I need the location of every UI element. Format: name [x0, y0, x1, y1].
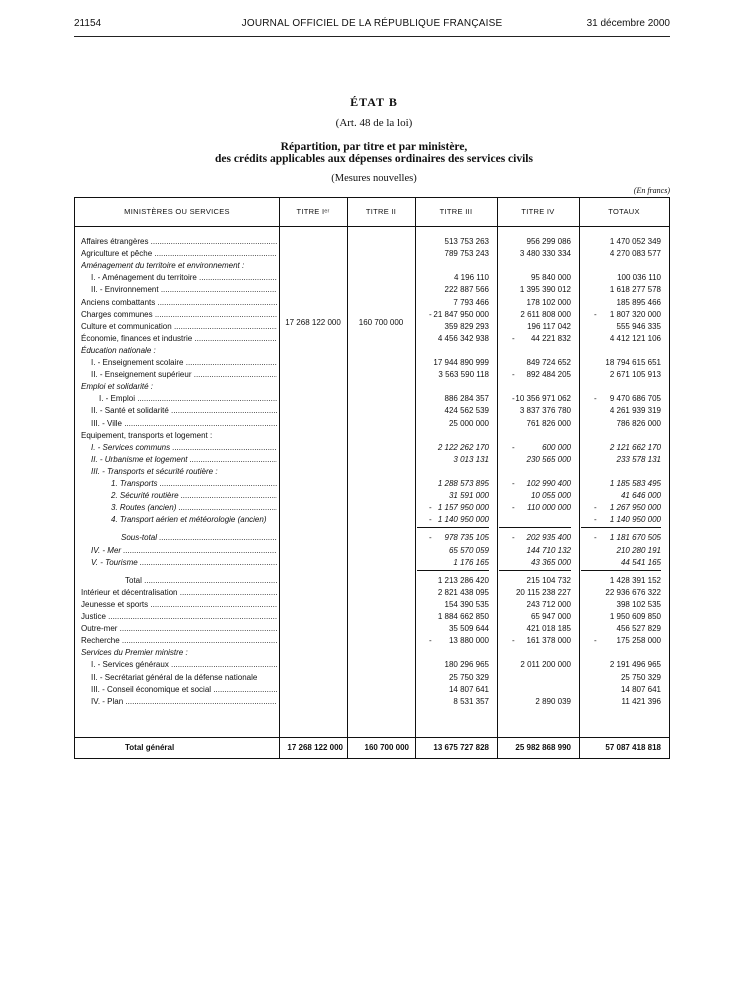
cell-t3: 7 793 466 [453, 297, 489, 307]
table-row [75, 575, 669, 587]
cell-t4: 956 299 086 [526, 237, 571, 246]
table-row [75, 454, 669, 466]
row-label [81, 599, 277, 611]
cell-t4: 243 712 000 [526, 599, 571, 609]
journal-title: JOURNAL OFFICIEL DE LA RÉPUBLIQUE FRANÇAISE [241, 18, 503, 29]
cell-t4: 849 724 652 [526, 358, 571, 367]
cell-t3: 65 570 059 [448, 545, 489, 555]
cell-tot: 175 258 000 [616, 636, 661, 646]
column-header-ministeres: MINISTÈRES OU SERVICES [124, 207, 230, 216]
cell-t3: 3 563 590 118 [438, 370, 489, 380]
minus-sign: - [594, 636, 597, 646]
minus-sign: - [429, 503, 432, 513]
cell-t4: 110 000 000 [527, 503, 571, 513]
header-rule [74, 36, 670, 37]
table-row [75, 393, 669, 405]
row-label-text: Anciens combattants [81, 297, 156, 307]
cell-t3: 1 884 662 850 [437, 612, 489, 621]
subtotal-rule [499, 527, 571, 528]
cell-t4: 600 000 [542, 442, 571, 452]
cell-t4: 2 890 039 [535, 696, 571, 706]
row-label-text: Jeunesse et sports [81, 599, 149, 609]
row-label [81, 309, 277, 321]
cell-t3: 1 176 165 [453, 557, 489, 567]
cell-t3: 17 944 890 999 [433, 358, 489, 367]
subtitle-line-2: des crédits applicables aux dépenses ordinaires des services civils [215, 153, 533, 165]
table-row [75, 635, 669, 647]
cell-tot: 4 270 083 577 [609, 249, 661, 259]
cell-t4: 3 480 330 334 [519, 249, 571, 259]
cell-t4: 95 840 000 [530, 273, 571, 283]
row-label-text: Outre-mer [81, 624, 118, 634]
minus-sign: - [512, 442, 515, 452]
row-label-text: I. - Services généraux [91, 660, 169, 670]
cell-t3: 1 157 950 000 [437, 503, 489, 513]
row-label-text: Culture et communication [81, 321, 172, 331]
minus-sign: - [429, 515, 432, 525]
cell-t4: 10 356 971 062 [515, 394, 571, 404]
column-header-totaux: TOTAUX [608, 207, 640, 216]
cell-t3: 13 880 000 [448, 636, 489, 646]
row-label [81, 490, 277, 502]
cell-tot: 1 185 583 495 [609, 479, 661, 488]
cell-t4: 196 117 042 [527, 321, 571, 331]
row-label [81, 369, 277, 381]
cell-tot: 1 267 950 000 [609, 503, 661, 513]
row-label-text: Affaires étrangères [81, 237, 149, 246]
row-label-text: II. - Santé et solidarité [91, 406, 169, 416]
table-row [75, 442, 669, 454]
table-row [75, 659, 669, 671]
minus-sign: - [594, 309, 597, 319]
row-label [81, 545, 277, 557]
row-label [81, 272, 277, 284]
row-label-text: Intérieur et décentralisation [81, 587, 178, 597]
row-label [81, 393, 277, 405]
table-row [75, 430, 669, 442]
row-label-text: I. - Services communs [91, 442, 171, 452]
row-label [81, 672, 277, 684]
row-label-text: 4. Transport aérien et météorologie (ancien) [111, 515, 267, 525]
minus-sign: - [512, 394, 515, 404]
row-label [81, 478, 277, 490]
cell-t4: 421 018 185 [526, 624, 571, 634]
row-label [81, 236, 277, 248]
row-label-text: V. - Tourisme [91, 557, 138, 567]
row-label [81, 345, 277, 357]
cell-t3: 2 122 262 170 [437, 442, 489, 452]
cell-t3: 978 735 105 [444, 533, 489, 543]
table-row [75, 502, 669, 514]
row-label-text: IV. - Plan [91, 696, 124, 706]
cell-tot: 1 950 609 850 [609, 612, 661, 621]
cell-t3: 222 887 566 [444, 285, 489, 295]
minus-sign: - [594, 515, 597, 525]
table-row [75, 684, 669, 696]
minus-sign: - [512, 636, 515, 646]
document-title: ÉTAT B [350, 95, 398, 109]
cell-tot: 210 280 191 [616, 545, 661, 555]
cell-t3: 180 296 965 [444, 660, 489, 670]
cell-t4: 230 565 000 [526, 454, 571, 464]
cell-t3: 886 284 357 [444, 394, 489, 404]
row-label [81, 405, 277, 417]
minus-sign: - [512, 503, 515, 513]
row-label [81, 611, 277, 623]
row-label [81, 623, 277, 635]
table-row [75, 260, 669, 272]
cell-tot: 1 140 950 000 [609, 515, 661, 525]
row-label-text: Économie, finances et industrie [81, 333, 193, 343]
cell-tot: 41 646 000 [620, 491, 661, 501]
subtotal-rule [417, 527, 489, 528]
table-row [75, 611, 669, 623]
cell-tot: 233 578 131 [616, 454, 661, 464]
page-header [74, 18, 670, 34]
table-row [75, 587, 669, 599]
cell-t4: 43 365 000 [530, 557, 571, 567]
minus-sign: - [594, 394, 597, 404]
table-row [75, 672, 669, 684]
cell-tot: 1 807 320 000 [609, 309, 661, 319]
subtotal-rule [499, 570, 571, 571]
cell-t3: 1 140 950 000 [437, 515, 489, 525]
cell-t4: 102 990 400 [526, 479, 571, 488]
cell-t3: 513 753 263 [444, 237, 489, 246]
cell-t4: 161 378 000 [526, 636, 571, 646]
cell-tot: 2 121 662 170 [609, 442, 661, 452]
table-row [75, 369, 669, 381]
minus-sign: - [512, 370, 515, 380]
table-row [75, 321, 669, 333]
table-row [75, 466, 669, 478]
subtitle-line-1: Répartition, par titre et par ministère, [280, 141, 468, 153]
cell-t3: 1 213 286 420 [437, 575, 489, 585]
minus-sign: - [594, 503, 597, 513]
column-header-titre-4: TITRE IV [521, 207, 555, 216]
row-label [81, 442, 277, 454]
cell-tot: 398 102 535 [616, 599, 661, 609]
row-label-text: Total [125, 575, 142, 585]
cell-tot: 1 618 277 578 [609, 285, 661, 295]
table-row [75, 532, 669, 544]
cell-tot: 1 428 391 152 [609, 575, 661, 585]
table-row [75, 236, 669, 248]
row-label [81, 284, 277, 296]
row-label [81, 260, 277, 272]
table-row [75, 381, 669, 393]
cell-t4: 44 221 832 [530, 333, 571, 343]
minus-sign: - [512, 533, 515, 543]
cell-t3: 359 829 293 [444, 321, 489, 331]
cell-tot: 4 261 939 319 [609, 406, 661, 416]
minus-sign: - [429, 533, 432, 543]
header-divider [75, 226, 669, 227]
column-header-titre-3: TITRE III [439, 207, 473, 216]
row-label-text: IV. - Mer [91, 545, 122, 555]
row-label-text: 1. Transports [111, 479, 158, 488]
cell-tot: 100 036 110 [617, 273, 661, 283]
cell-t4: 202 935 400 [526, 533, 571, 543]
cell-t4: 1 395 390 012 [519, 285, 571, 295]
row-label-text: Aménagement du territoire et environnement : [81, 261, 245, 271]
subtotal-rule [581, 527, 661, 528]
row-label [81, 454, 277, 466]
subtotal-rule [417, 570, 489, 571]
column-header-titre-2: TITRE II [365, 207, 397, 216]
cell-tot: 2 191 496 965 [609, 660, 661, 670]
cell-t4: 10 055 000 [530, 491, 571, 501]
cell-t3: 4 456 342 938 [437, 333, 489, 343]
table-row [75, 696, 669, 708]
table-row [75, 297, 669, 309]
row-label-text: II. - Enseignement supérieur [91, 370, 192, 380]
cell-t4: 2 011 200 000 [520, 660, 571, 670]
row-label [81, 647, 277, 659]
table-row [75, 333, 669, 345]
row-label-text: Equipement, transports et logement : [81, 430, 213, 440]
table-row [75, 599, 669, 611]
table-row [75, 405, 669, 417]
publication-date: 31 décembre 2000 [586, 18, 670, 29]
row-label [81, 502, 277, 514]
minus-sign: - [512, 333, 515, 343]
total-titre-1: 17 268 122 000 [287, 743, 343, 752]
row-label [81, 248, 277, 260]
cell-tot: 25 750 329 [620, 672, 661, 682]
cell-tot: 44 541 165 [620, 557, 661, 567]
cell-t3: 1 288 573 895 [437, 479, 489, 488]
cell-t3: 14 807 641 [448, 684, 489, 694]
total-row [75, 738, 669, 758]
row-label [81, 357, 277, 369]
row-label-text: II. - Environnement [91, 285, 159, 295]
unit-note: (En francs) [633, 186, 670, 195]
table-row [75, 309, 669, 321]
row-label-text: Services du Premier ministre : [81, 648, 188, 658]
cell-tot: 18 794 615 651 [605, 358, 661, 367]
subtotal-rule [581, 570, 661, 571]
cell-tot: 4 412 121 106 [609, 333, 661, 343]
row-label-text: 2. Sécurité routière [111, 491, 179, 501]
row-label-text: Justice [81, 612, 106, 621]
cell-t4: 3 837 376 780 [519, 406, 571, 416]
cell-t4: 761 826 000 [526, 418, 571, 428]
cell-t3: 2 821 438 095 [437, 587, 489, 597]
cell-tot: 11 421 396 [621, 696, 661, 706]
credits-table [74, 197, 670, 759]
cell-t3: 424 562 539 [444, 406, 489, 416]
row-label-text: III. - Ville [91, 418, 122, 428]
cell-t3: 25 750 329 [448, 672, 489, 682]
cell-t3: 31 591 000 [448, 491, 489, 501]
row-label-text: II. - Secrétariat général de la défense nationale [91, 672, 258, 682]
article-reference: (Art. 48 de la loi) [335, 117, 413, 129]
cell-t4: 178 102 000 [526, 297, 571, 307]
row-label-text: Recherche [81, 636, 120, 646]
cell-t3: 4 196 110 [454, 273, 489, 283]
table-row [75, 248, 669, 260]
cell-tot: 786 826 000 [616, 418, 661, 428]
row-label [81, 587, 277, 599]
table-row [75, 418, 669, 430]
cell-t4: 144 710 132 [526, 545, 571, 555]
cell-t3: 25 000 000 [448, 418, 489, 428]
cell-tot: 9 470 686 705 [609, 394, 661, 404]
row-label [81, 684, 277, 696]
row-label-text: Sous-total [121, 533, 158, 543]
row-label-text: Éducation nationale : [81, 345, 156, 355]
cell-t3: 8 531 357 [453, 696, 489, 706]
cell-t4: 20 115 238 227 [515, 587, 571, 597]
total-titre-4: 25 982 868 990 [515, 743, 571, 752]
total-label: Total général [125, 743, 175, 752]
table-row [75, 490, 669, 502]
cell-tot: 1 470 052 349 [609, 237, 661, 246]
row-label [81, 696, 277, 708]
row-label [81, 430, 277, 442]
row-label [81, 381, 277, 393]
row-label [81, 635, 277, 647]
total-titre-2: 160 700 000 [364, 743, 409, 752]
row-label-text: 3. Routes (ancien) [111, 503, 177, 513]
cell-t3: 3 013 131 [453, 454, 489, 464]
row-label [81, 557, 277, 569]
minus-sign: - [594, 533, 597, 543]
row-label [81, 418, 277, 430]
cell-tot: 185 895 466 [616, 297, 661, 307]
table-row [75, 557, 669, 569]
column-header-titre-1: TITRE Iᵉʳ [296, 207, 330, 216]
total-titre-3: 13 675 727 828 [433, 743, 489, 752]
total-totaux: 57 087 418 818 [605, 743, 661, 752]
table-row [75, 623, 669, 635]
cell-tot: 1 181 670 505 [609, 533, 661, 543]
row-label-text: I. - Aménagement du territoire [91, 273, 197, 283]
row-label [81, 321, 277, 333]
row-label-text: Charges communes [81, 309, 153, 319]
cell-t3: 21 847 950 000 [433, 309, 489, 319]
cell-tot: 456 527 829 [616, 624, 661, 634]
row-label-text: Emploi et solidarité : [81, 382, 154, 392]
cell-t3: 789 753 243 [444, 249, 489, 259]
merged-titre-1-value: 17 268 122 000 [285, 318, 341, 327]
merged-titre-2-value: 160 700 000 [358, 318, 404, 327]
row-label [81, 333, 277, 345]
row-label-text: Agriculture et pêche [81, 249, 153, 259]
table-row [75, 284, 669, 296]
row-label [81, 514, 277, 526]
cell-t4: 892 484 205 [526, 370, 571, 380]
row-label [81, 532, 277, 544]
row-label-text: II. - Urbanisme et logement [91, 454, 188, 464]
page-number: 21154 [74, 18, 102, 29]
cell-t4: 215 104 732 [526, 575, 571, 585]
cell-t3: 35 509 644 [448, 624, 489, 634]
cell-t4: 65 947 000 [530, 612, 571, 621]
row-label [81, 466, 277, 478]
cell-t3: 154 390 535 [444, 599, 489, 609]
table-row [75, 545, 669, 557]
row-label-text: III. - Transports et sécurité routière : [91, 466, 218, 476]
cell-tot: 555 946 335 [616, 321, 661, 331]
row-label [81, 659, 277, 671]
cell-t4: 2 611 808 000 [520, 309, 571, 319]
row-label-text: I. - Enseignement scolaire [91, 358, 184, 367]
cell-tot: 14 807 641 [620, 684, 661, 694]
minus-sign: - [429, 636, 432, 646]
table-row [75, 357, 669, 369]
cell-tot: 22 936 676 322 [605, 587, 661, 597]
table-row [75, 514, 669, 526]
row-label-text: III. - Conseil économique et social [91, 684, 212, 694]
row-label [81, 575, 277, 587]
cell-tot: 2 671 105 913 [609, 370, 661, 380]
table-row [75, 272, 669, 284]
table-row [75, 647, 669, 659]
minus-sign: - [429, 309, 432, 319]
minus-sign: - [512, 479, 515, 488]
table-row [75, 345, 669, 357]
row-label-text: I. - Emploi [99, 394, 136, 404]
table-row [75, 478, 669, 490]
row-label [81, 297, 277, 309]
measures-note: (Mesures nouvelles) [331, 173, 417, 184]
